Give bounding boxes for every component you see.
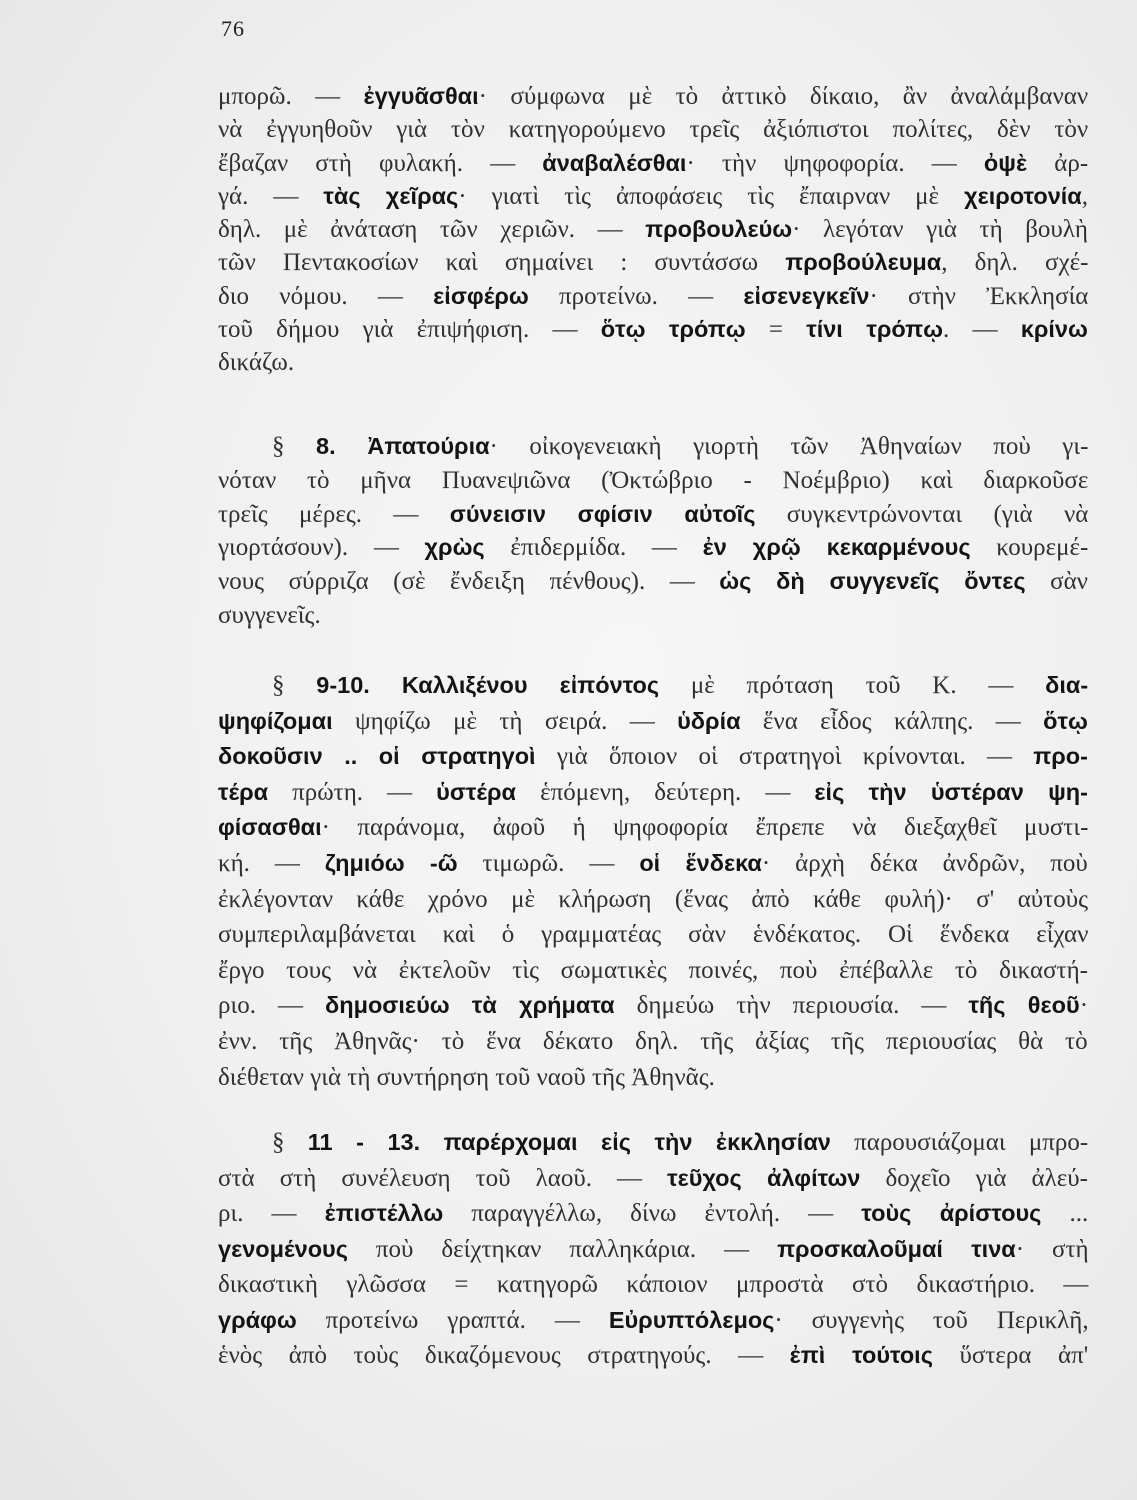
text-run: τρεῖς μέρες. — [218, 500, 450, 528]
text-run: ρι. — [218, 1200, 325, 1227]
text-run: γιορτάσουν). — [218, 534, 425, 562]
text-line [218, 147, 1090, 180]
line-content [218, 1024, 1088, 1060]
line-content [218, 704, 1088, 740]
bold-term: ζημιόω -ῶ [324, 849, 458, 876]
bold-term: γενομένους [218, 1235, 348, 1262]
bold-term: 9-10. Καλλιξένου εἰπόντος [316, 672, 660, 698]
text-line [218, 1338, 1090, 1374]
text-line [218, 213, 1090, 246]
text-run: ἕνα εἶδος κάλπης. — [740, 707, 1044, 735]
bold-term: προσκαλοῦμαί τινα [777, 1235, 1016, 1262]
text-run: , δηλ. σχέ- [941, 249, 1089, 277]
text-line [218, 1024, 1090, 1060]
text-run: σὰν [1025, 568, 1088, 596]
bold-term: προβούλευμα [785, 249, 942, 276]
text-run: § [272, 672, 317, 699]
text-run: ἀρ- [1027, 149, 1089, 177]
text-run: νόταν τὸ μῆνα Πυανεψιῶνα (Ὀκτώβριο - Νοέμβριο) καὶ διαρκοῦσε [218, 466, 1089, 494]
text-line [218, 668, 1090, 704]
text-line [218, 739, 1090, 775]
bold-term: σύνεισιν σφίσιν αὐτοῖς [449, 500, 756, 527]
text-run: τιμωρῶ. — [457, 849, 640, 877]
text-run: προτείνω γραπτά. — [296, 1306, 609, 1334]
text-run: διέθεταν γιὰ τὴ συντήρηση τοῦ ναοῦ τῆς Ἀθηνᾶς. [218, 1063, 715, 1091]
text-line [218, 1125, 1090, 1161]
text-line [218, 113, 1090, 146]
bold-term: χρὼς [424, 534, 485, 561]
bold-term: εἰσφέρω [433, 282, 529, 309]
text-run: δικάζω. [218, 349, 295, 377]
text-run: · σύμφωνα μὲ τὸ ἀττικὸ δίκαιο, ἂν ἀναλάμβαναν [478, 83, 1089, 110]
paragraph-section-11-13 [218, 1125, 1090, 1374]
bold-term: ψηφίζομαι [218, 707, 333, 734]
line-content [218, 988, 1088, 1024]
line-content [218, 1196, 1088, 1232]
text-run: · συγγενὴς τοῦ Περικλῆ, [774, 1306, 1089, 1334]
text-run: τῶν Πεντακοσίων καὶ σημαίνει : συντάσσω [218, 249, 786, 277]
text-line [218, 1060, 1090, 1096]
text-run: παραγγέλλω, δίνω ἐντολή. — [443, 1200, 862, 1227]
text-line [218, 1303, 1090, 1339]
text-run: . — [942, 316, 1021, 344]
line-content [218, 147, 1088, 180]
text-run: δηλ. μὲ ἀνάταση τῶν χεριῶν. — [218, 216, 646, 244]
text-line [218, 464, 1090, 498]
bold-term: τεῦχος ἀλφίτων [667, 1164, 861, 1191]
text-line [218, 498, 1090, 532]
text-line [218, 917, 1090, 953]
line-content [218, 313, 1088, 346]
text-run: ἑνὸς ἀπὸ τοὺς δικαζόμενους στρατηγούς. — [218, 1342, 790, 1369]
text-run: ἑπόμενη, δεύτερη. — [516, 778, 815, 806]
line-content [218, 917, 1088, 953]
text-line [218, 280, 1090, 313]
text-line [218, 1232, 1090, 1268]
line-content [272, 430, 1088, 464]
text-line [218, 846, 1090, 882]
text-line [218, 1267, 1090, 1303]
bold-term: οἱ ἕνδεκα [639, 849, 762, 876]
text-line [218, 246, 1090, 279]
text-run: πρώτη. — [268, 778, 437, 806]
bold-term: δοκοῦσιν .. οἱ στρατηγοὶ [218, 743, 536, 770]
text-run: , [1081, 182, 1088, 210]
text-run: · [1079, 992, 1089, 1020]
bold-term: τὰς χεῖρας [323, 182, 459, 209]
text-run: · στὴν Ἐκκλησία [869, 282, 1089, 310]
bold-term: ἀναβαλέσθαι [542, 149, 687, 176]
bold-term: κρίνω [1020, 316, 1088, 343]
line-content [218, 1060, 715, 1096]
line-content [218, 213, 1088, 246]
text-run: · ἀρχὴ δέκα ἀνδρῶν, ποὺ [761, 849, 1088, 877]
text-run: ὕστερα ἀπ' [932, 1342, 1089, 1369]
text-line [218, 565, 1090, 599]
text-run: ψηφίζω μὲ τὴ σειρά. — [332, 707, 678, 735]
bold-term: ἐπὶ τούτοις [789, 1342, 933, 1368]
bold-term: 8. Ἀπατούρια [316, 433, 490, 459]
bold-term: Εὐρυπτόλεμος [608, 1306, 775, 1333]
text-run: ποὺ δείχτηκαν παλληκάρια. — [347, 1235, 778, 1263]
text-line [218, 882, 1090, 918]
line-content [218, 246, 1088, 279]
text-line [218, 430, 1090, 464]
line-content [218, 1267, 1088, 1303]
text-run: ἐκλέγονταν κάθε χρόνο μὲ κλήρωση (ἕνας ἀπὸ κάθε φυλή)· σ' αὐτοὺς [218, 885, 1088, 913]
text-run: συγγενεῖς. [218, 601, 321, 629]
text-line [218, 531, 1090, 565]
paragraph-glossary-continuation [218, 80, 1090, 380]
page-number: 76 [221, 16, 245, 41]
text-line [218, 810, 1090, 846]
line-content [272, 1125, 1088, 1161]
line-content [218, 1232, 1089, 1268]
line-content [218, 498, 1088, 532]
bold-term: ἐγγυᾶσθαι [363, 83, 479, 109]
line-content [218, 1161, 1088, 1197]
text-run: ἔβαζαν στὴ φυλακή. — [218, 149, 543, 177]
text-run: ἐνν. τῆς Ἀθηνᾶς· τὸ ἕνα δέκατο δηλ. τῆς ἀξίας τῆς περιουσίας θὰ τὸ [218, 1027, 1088, 1055]
bold-term: τῆς θεοῦ [968, 992, 1080, 1019]
text-run: = [745, 316, 807, 344]
line-content [218, 180, 1088, 213]
line-content [218, 280, 1088, 313]
text-run: ἐπιδερμίδα. — [484, 534, 703, 562]
bold-term: γράφω [218, 1306, 297, 1333]
bold-term: ὑστέρα [436, 778, 517, 805]
bold-term: ὀψὲ [983, 149, 1028, 176]
bold-term: τέρα [218, 778, 269, 805]
line-content [218, 346, 294, 379]
text-run: μὲ πρόταση τοῦ Κ. — [659, 672, 1046, 699]
text-run: νὰ ἐγγυηθοῦν γιὰ τὸν κατηγορούμενο τρεῖς ἀξιόπιστοι πολίτες, δὲν τὸν [218, 116, 1089, 144]
text-run: νους σύρριζα (σὲ ἔνδειξη πένθους). — [218, 568, 720, 596]
text-run: τοῦ δήμου γιὰ ἐπιψήφιση. — [218, 316, 601, 344]
line-content [218, 464, 1088, 498]
text-run: γιὰ ὅποιον οἱ στρατηγοὶ κρίνονται. — [535, 743, 1034, 771]
bold-term: χειροτονία [964, 182, 1082, 209]
line-content [218, 739, 1088, 775]
bold-term: ὑδρία [677, 707, 741, 734]
bold-term: ἐπιστέλλω [324, 1200, 444, 1226]
line-content [218, 531, 1088, 565]
bold-term: ὡς δὴ συγγενεῖς ὄντες [719, 568, 1026, 595]
text-run: § [272, 433, 317, 460]
text-run: · παράνομα, ἀφοῦ ἡ ψηφοφορία ἔπρεπε νὰ διεξαχθεῖ μυστι- [321, 814, 1089, 842]
bold-term: φίσασθαι [218, 814, 322, 841]
bold-term: προ- [1033, 743, 1088, 770]
text-line [218, 775, 1090, 811]
line-content [272, 668, 1088, 704]
text-line [218, 988, 1090, 1024]
line-content [218, 1303, 1089, 1339]
bold-term: προβουλεύω [645, 216, 793, 243]
text-run: · τὴν ψηφοφορία. — [686, 149, 984, 177]
text-line [218, 80, 1090, 113]
text-run: γά. — [218, 182, 324, 210]
line-content [218, 953, 1088, 989]
text-run: ἔργο τους νὰ ἐκτελοῦν τὶς σωματικὲς ποινές, ποὺ ἐπέβαλλε τὸ δικαστή- [218, 956, 1088, 984]
line-content [218, 846, 1088, 882]
line-content [218, 80, 1088, 113]
text-run: · οἰκογενειακὴ γιορτὴ τῶν Ἀθηναίων ποὺ γι- [489, 433, 1089, 460]
bold-term: ὅτῳ [1043, 707, 1088, 734]
paragraph-section-9-10 [218, 668, 1090, 1095]
line-content [218, 113, 1088, 146]
text-run: κουρεμέ- [970, 534, 1089, 562]
line-content [218, 810, 1088, 846]
text-run: συγκεντρώνονται (γιὰ νὰ [755, 500, 1089, 528]
line-content [218, 565, 1088, 599]
bold-term: εἰσενεγκεῖν [743, 282, 870, 309]
text-run: δοχεῖο γιὰ ἀλεύ- [860, 1164, 1088, 1192]
text-line [218, 704, 1090, 740]
text-line [218, 953, 1090, 989]
text-run: δικαστικὴ γλῶσσα = κατηγορῶ κάποιον μπροστὰ στὸ δικαστήριο. — [218, 1271, 1089, 1298]
text-run: · γιατὶ τὶς ἀποφάσεις τὶς ἔπαιρναν μὲ [458, 182, 965, 210]
text-line [218, 313, 1090, 346]
bold-term: τίνι τρόπῳ [806, 316, 943, 343]
text-run: · στὴ [1015, 1235, 1089, 1263]
text-run: διο νόμου. — [218, 282, 434, 310]
text-run: συμπεριλαμβάνεται καὶ ὁ γραμματέας σὰν ἑνδέκατος. Οἱ ἕνδεκα εἶχαν [218, 921, 1089, 949]
text-run: μπορῶ. — [218, 83, 364, 110]
bold-term: τοὺς ἀρίστους [861, 1200, 1042, 1226]
text-line [218, 599, 1090, 633]
line-content [218, 775, 1088, 811]
text-run: § [272, 1129, 308, 1156]
bold-term: δημοσιεύω τὰ χρήματα [324, 992, 615, 1019]
text-line [218, 346, 1090, 379]
text-run: παρουσιάζομαι μπρο- [830, 1129, 1089, 1156]
bold-term: ὅτῳ τρόπῳ [600, 316, 746, 343]
text-line [218, 1161, 1090, 1197]
text-run: ... [1041, 1200, 1089, 1227]
line-content [218, 1338, 1088, 1374]
line-content [218, 599, 321, 633]
text-run: ριο. — [218, 992, 325, 1020]
text-run: δημεύω τὴν περιουσία. — [614, 992, 969, 1020]
text-run: προτείνω. — [528, 282, 744, 310]
bold-term: ἐν χρῷ κεκαρμένους [702, 534, 971, 561]
text-run: · λεγόταν γιὰ τὴ βουλὴ [792, 216, 1088, 244]
text-line [218, 1196, 1090, 1232]
bold-term: δια- [1045, 672, 1089, 698]
text-line [218, 180, 1090, 213]
line-content [218, 882, 1088, 918]
text-run: στὰ στὴ συνέλευση τοῦ λαοῦ. — [218, 1164, 668, 1192]
bold-term: 11 - 13. παρέρχομαι εἰς τὴν ἐκκλησίαν [307, 1129, 831, 1155]
bold-term: εἰς τὴν ὑστέραν ψη- [814, 778, 1088, 805]
paragraph-section-8 [218, 430, 1090, 633]
text-run: κή. — [218, 849, 325, 877]
